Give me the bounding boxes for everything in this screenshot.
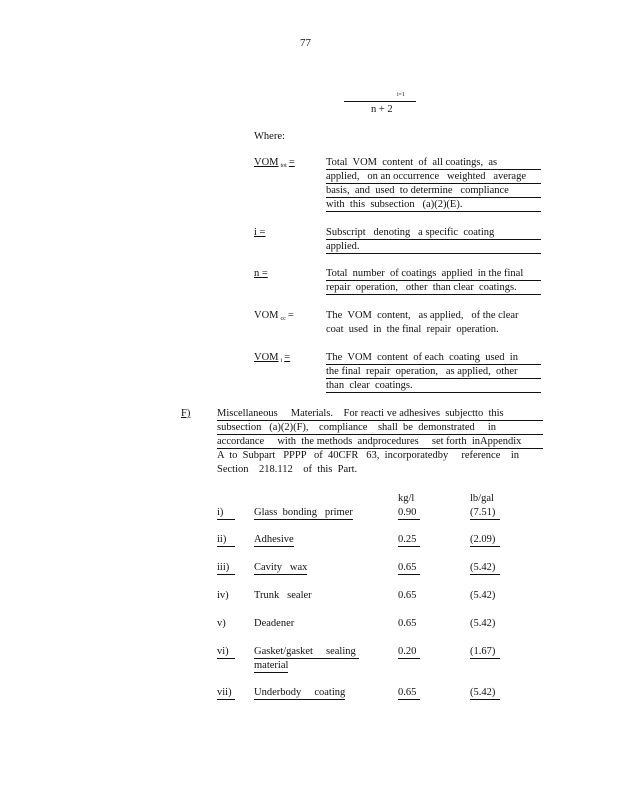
material-kg-value: 0.65 [398, 618, 417, 629]
definition-line: applied. [326, 240, 541, 254]
section-f-line: Miscellaneous Materials. For reacti ve adhesives subjectto this [217, 407, 543, 421]
definition-line: Total VOM content of all coatings, as [326, 156, 541, 170]
definition-line: basis, and used to determine compliance [326, 184, 541, 198]
material-lb-value: (5.42) [470, 686, 500, 700]
material-kg-value: 0.20 [398, 645, 420, 659]
definition-line: than clear coatings. [326, 379, 541, 393]
definition-text [326, 156, 541, 212]
material-name [254, 617, 294, 631]
material-name [254, 686, 345, 700]
page-number: 77 [300, 37, 311, 49]
material-name-line: Glass bonding primer [254, 507, 353, 518]
material-name-line: Underbody coating [254, 687, 346, 698]
material-number: v) [217, 618, 226, 629]
material-kg-value: 0.65 [398, 590, 417, 601]
material-kg-value: 0.25 [398, 533, 420, 547]
material-number: i) [217, 506, 235, 520]
definition-text [326, 309, 541, 337]
definition-symbol: n = [254, 268, 268, 279]
definition-line: Subscript denoting a specific coating [326, 226, 541, 240]
definition-line: repair operation, other than clear coatings. [326, 281, 541, 295]
material-lb-value: (7.51) [470, 506, 500, 520]
section-f-line: Section 218.112 of this Part. [217, 464, 358, 475]
section-f-line: subsection (a)(2)(F), compliance shall be demonstrated in [217, 421, 543, 435]
section-f-label: F) [181, 408, 191, 419]
material-name [254, 506, 353, 520]
definition-symbol: VOM $_{cc}$ = [254, 310, 294, 322]
material-name [254, 561, 307, 575]
material-number: iv) [217, 590, 229, 601]
material-number: ii) [217, 533, 235, 547]
material-kg-value: 0.65 [398, 686, 420, 700]
material-name-line: Deadener [254, 618, 295, 629]
definition-text [326, 267, 541, 295]
definition-line: the final repair operation, as applied, other [326, 365, 541, 379]
material-name-line: Cavity wax [254, 562, 308, 573]
section-f-paragraph [217, 407, 543, 477]
definition-symbol: VOM $_i$ = [254, 352, 291, 364]
definition-line: The VOM content, as applied, of the clear [326, 310, 519, 321]
definition-line: The VOM content of each coating used in [326, 351, 541, 365]
section-f-line: accordance with the methods andprocedures set forth inAppendix [217, 435, 543, 449]
material-name-line: material [254, 660, 289, 671]
material-kg-value: 0.90 [398, 506, 420, 520]
material-name-line: Trunk sealer [254, 590, 312, 601]
material-lb-value: (2.09) [470, 533, 500, 547]
material-number: iii) [217, 561, 235, 575]
material-lb-value: (5.42) [470, 561, 500, 575]
definition-line: applied, on an occurrence weighted average [326, 170, 541, 184]
material-name-line: Adhesive [254, 534, 294, 545]
formula-superscript: i=1 [397, 92, 406, 98]
formula-denominator: n + 2 [371, 104, 393, 115]
section-f-line: A to Subpart PPPP of 40CFR 63, incorporatedby reference in [217, 450, 520, 461]
material-number: vii) [217, 686, 235, 700]
definition-text [326, 351, 541, 393]
definition-symbol: VOM $_{tot}$ = [254, 157, 295, 169]
column-header-kg: kg/l [398, 493, 415, 504]
material-number: vi) [217, 645, 235, 659]
material-lb-value: (5.42) [470, 590, 496, 601]
material-name [254, 645, 359, 673]
where-label: Where: [254, 131, 285, 142]
material-kg-value: 0.65 [398, 561, 420, 575]
material-name [254, 533, 294, 547]
definition-symbol: i = [254, 227, 266, 238]
definition-line: Total number of coatings applied in the final [326, 267, 541, 281]
definition-line: coat used in the final repair operation. [326, 324, 499, 335]
fraction-bar [344, 101, 416, 102]
material-name [254, 589, 312, 603]
material-name-line: Gasket/gasket sealing [254, 645, 359, 659]
material-lb-value: (1.67) [470, 645, 500, 659]
material-lb-value: (5.42) [470, 618, 496, 629]
column-header-lb: lb/gal [470, 493, 494, 504]
definition-text [326, 226, 541, 254]
definition-line: with this subsection (a)(2)(E). [326, 198, 541, 212]
